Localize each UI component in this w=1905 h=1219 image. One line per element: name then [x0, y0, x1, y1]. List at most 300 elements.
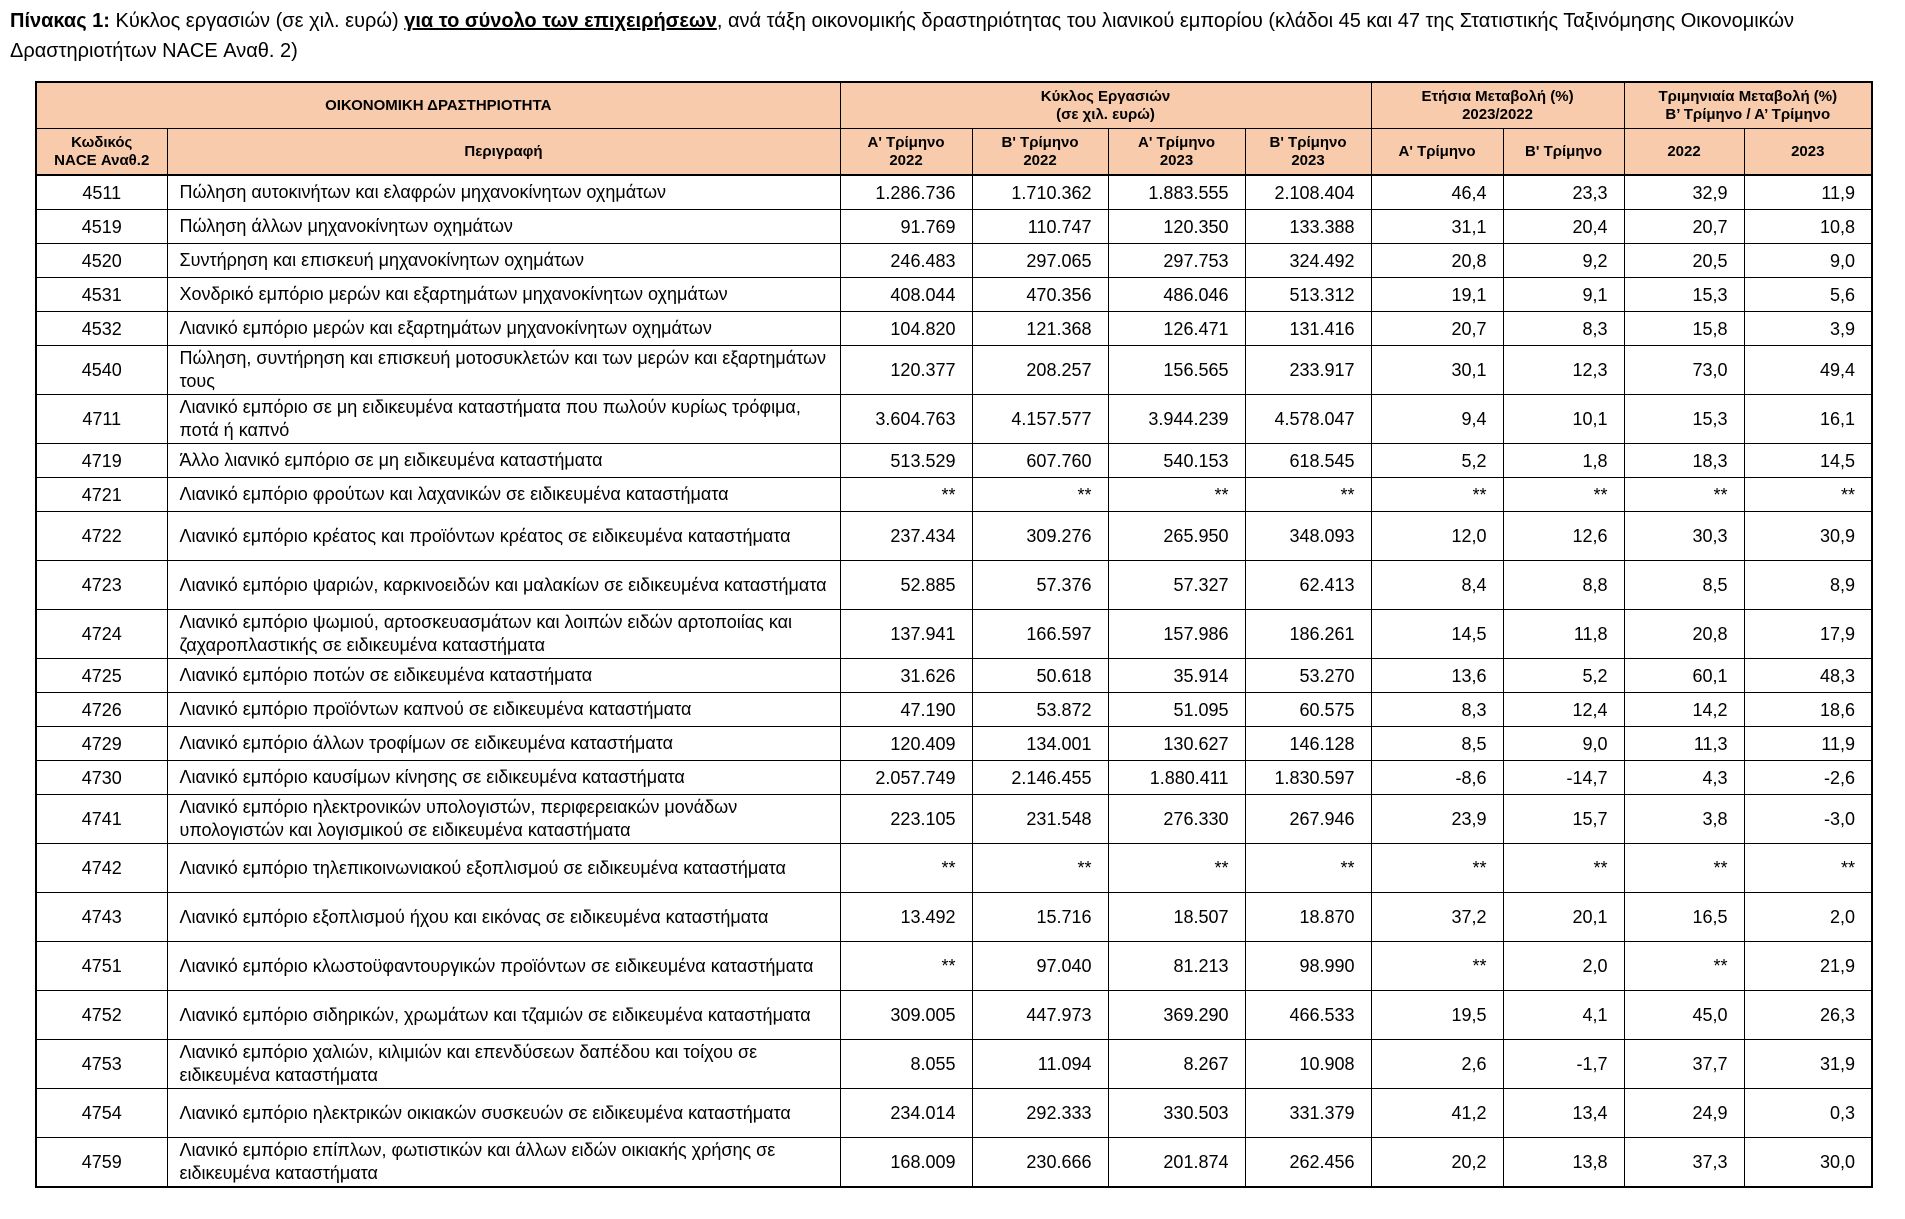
quarterly-change-2022-cell: ** — [1624, 942, 1744, 991]
header-col-quarterly-2022: 2022 — [1624, 129, 1744, 176]
quarterly-change-2023-cell: 30,0 — [1744, 1138, 1872, 1188]
activity-description-cell: Λιανικό εμπόριο καυσίμων κίνησης σε ειδικευμένα καταστήματα — [167, 761, 840, 795]
activity-description-cell: Λιανικό εμπόριο άλλων τροφίμων σε ειδικευμένα καταστήματα — [167, 727, 840, 761]
turnover-q2-2022-cell: 166.597 — [972, 610, 1108, 659]
annual-change-q1-cell: 31,1 — [1371, 210, 1503, 244]
table-row — [36, 795, 1872, 844]
nace-code-cell: 4759 — [36, 1138, 167, 1188]
annual-change-q1-cell: ** — [1371, 942, 1503, 991]
quarterly-change-2022-cell: ** — [1624, 844, 1744, 893]
activity-description-cell: Πώληση, συντήρηση και επισκευή μοτοσυκλετών και των μερών και εξαρτημάτων τους — [167, 346, 840, 395]
header-col-annual-q2: Β' Τρίμηνο — [1503, 129, 1624, 176]
header-col-q1-2022-line1: Α' Τρίμηνο — [867, 133, 945, 151]
turnover-q2-2023-cell: 262.456 — [1245, 1138, 1371, 1188]
turnover-q1-2023-cell: 276.330 — [1108, 795, 1245, 844]
turnover-q1-2022-cell: 91.769 — [840, 210, 972, 244]
header-col-q2-2022 — [972, 129, 1108, 176]
turnover-q1-2023-cell: 35.914 — [1108, 659, 1245, 693]
turnover-q2-2023-cell: 98.990 — [1245, 942, 1371, 991]
annual-change-q1-cell: 19,1 — [1371, 278, 1503, 312]
turnover-q2-2022-cell: 2.146.455 — [972, 761, 1108, 795]
header-group-quarterly-change — [1624, 82, 1872, 129]
activity-description-cell: Λιανικό εμπόριο προϊόντων καπνού σε ειδικευμένα καταστήματα — [167, 693, 840, 727]
activity-description-cell: Συντήρηση και επισκευή μηχανοκίνητων οχημάτων — [167, 244, 840, 278]
annual-change-q2-cell: 9,0 — [1503, 727, 1624, 761]
header-col-q2-2023-line2: 2023 — [1291, 151, 1325, 169]
annual-change-q2-cell: 11,8 — [1503, 610, 1624, 659]
turnover-q1-2022-cell: 246.483 — [840, 244, 972, 278]
header-col-q1-2023-line1: Α' Τρίμηνο — [1137, 133, 1216, 151]
turnover-q2-2022-cell: 1.710.362 — [972, 175, 1108, 210]
table-body — [36, 175, 1872, 1187]
turnover-q2-2022-cell: 607.760 — [972, 444, 1108, 478]
quarterly-change-2023-cell: -3,0 — [1744, 795, 1872, 844]
header-group-annual-change — [1371, 82, 1624, 129]
quarterly-change-2023-cell: 10,8 — [1744, 210, 1872, 244]
annual-change-q1-cell: 2,6 — [1371, 1040, 1503, 1089]
turnover-q2-2023-cell: 133.388 — [1245, 210, 1371, 244]
turnover-q1-2023-cell: 81.213 — [1108, 942, 1245, 991]
header-col-code-line2: NACE Αναθ.2 — [54, 151, 150, 169]
quarterly-change-2022-cell: 20,5 — [1624, 244, 1744, 278]
turnover-q1-2023-cell: 1.883.555 — [1108, 175, 1245, 210]
annual-change-q2-cell: -1,7 — [1503, 1040, 1624, 1089]
nace-code-cell: 4724 — [36, 610, 167, 659]
header-group-quarterly-line2: Β’ Τρίμηνο / Α’ Τρίμηνο — [1665, 105, 1831, 123]
quarterly-change-2022-cell: 30,3 — [1624, 512, 1744, 561]
nace-code-cell: 4723 — [36, 561, 167, 610]
turnover-q1-2023-cell: 8.267 — [1108, 1040, 1245, 1089]
nace-code-cell: 4751 — [36, 942, 167, 991]
turnover-q2-2023-cell: 324.492 — [1245, 244, 1371, 278]
activity-description-cell: Λιανικό εμπόριο ψωμιού, αρτοσκευασμάτων και λοιπών ειδών αρτοποιίας και ζαχαροπλαστικής σε ειδικευμένα καταστήματα — [167, 610, 840, 659]
quarterly-change-2023-cell: 16,1 — [1744, 395, 1872, 444]
quarterly-change-2023-cell: 11,9 — [1744, 175, 1872, 210]
activity-description-cell: Λιανικό εμπόριο τηλεπικοινωνιακού εξοπλισμού σε ειδικευμένα καταστήματα — [167, 844, 840, 893]
turnover-q2-2022-cell: 297.065 — [972, 244, 1108, 278]
nace-code-cell: 4511 — [36, 175, 167, 210]
table-row — [36, 395, 1872, 444]
turnover-q2-2022-cell: 134.001 — [972, 727, 1108, 761]
turnover-q1-2023-cell: 157.986 — [1108, 610, 1245, 659]
activity-description-cell: Λιανικό εμπόριο κρέατος και προϊόντων κρέατος σε ειδικευμένα καταστήματα — [167, 512, 840, 561]
turnover-q1-2022-cell: ** — [840, 478, 972, 512]
turnover-q1-2022-cell: 31.626 — [840, 659, 972, 693]
activity-description-cell: Λιανικό εμπόριο σιδηρικών, χρωμάτων και τζαμιών σε ειδικευμένα καταστήματα — [167, 991, 840, 1040]
header-col-annual-q1: Α' Τρίμηνο — [1371, 129, 1503, 176]
turnover-q2-2022-cell: 11.094 — [972, 1040, 1108, 1089]
header-group-annual-line1: Ετήσια Μεταβολή (%) — [1421, 87, 1574, 105]
header-col-q2-2023-line1: Β' Τρίμηνο — [1269, 133, 1347, 151]
turnover-q2-2022-cell: 121.368 — [972, 312, 1108, 346]
nace-code-cell: 4540 — [36, 346, 167, 395]
turnover-q2-2022-cell: 309.276 — [972, 512, 1108, 561]
turnover-q1-2022-cell: 3.604.763 — [840, 395, 972, 444]
caption-emphasis: για το σύνολο των επιχειρήσεων — [404, 10, 717, 32]
header-col-q1-2023 — [1108, 129, 1245, 176]
turnover-q1-2023-cell: ** — [1108, 844, 1245, 893]
quarterly-change-2022-cell: 60,1 — [1624, 659, 1744, 693]
nace-code-cell: 4719 — [36, 444, 167, 478]
turnover-q1-2022-cell: 513.529 — [840, 444, 972, 478]
quarterly-change-2023-cell: 48,3 — [1744, 659, 1872, 693]
activity-description-cell: Λιανικό εμπόριο κλωστοϋφαντουργικών προϊόντων σε ειδικευμένα καταστήματα — [167, 942, 840, 991]
quarterly-change-2023-cell: 3,9 — [1744, 312, 1872, 346]
table-row — [36, 893, 1872, 942]
turnover-q1-2022-cell: 168.009 — [840, 1138, 972, 1188]
table-row — [36, 244, 1872, 278]
table-row — [36, 312, 1872, 346]
table-row — [36, 1138, 1872, 1188]
turnover-q2-2023-cell: 348.093 — [1245, 512, 1371, 561]
turnover-q2-2023-cell: 18.870 — [1245, 893, 1371, 942]
turnover-q2-2022-cell: 231.548 — [972, 795, 1108, 844]
activity-description-cell: Λιανικό εμπόριο ποτών σε ειδικευμένα καταστήματα — [167, 659, 840, 693]
header-col-q2-2023 — [1245, 129, 1371, 176]
annual-change-q1-cell: 8,3 — [1371, 693, 1503, 727]
turnover-q1-2022-cell: 104.820 — [840, 312, 972, 346]
annual-change-q2-cell: 20,1 — [1503, 893, 1624, 942]
quarterly-change-2022-cell: 16,5 — [1624, 893, 1744, 942]
nace-code-cell: 4730 — [36, 761, 167, 795]
nace-code-cell: 4519 — [36, 210, 167, 244]
table-row — [36, 659, 1872, 693]
turnover-q2-2023-cell: 146.128 — [1245, 727, 1371, 761]
quarterly-change-2023-cell: 21,9 — [1744, 942, 1872, 991]
activity-description-cell: Λιανικό εμπόριο ηλεκτρονικών υπολογιστών, περιφερειακών μονάδων υπολογιστών και λογισμικού σε ειδικευμένα καταστήματα — [167, 795, 840, 844]
annual-change-q2-cell: ** — [1503, 478, 1624, 512]
table-row — [36, 278, 1872, 312]
nace-code-cell: 4729 — [36, 727, 167, 761]
turnover-q1-2022-cell: 120.377 — [840, 346, 972, 395]
table-caption — [10, 6, 1900, 66]
turnover-q2-2022-cell: 208.257 — [972, 346, 1108, 395]
turnover-q1-2023-cell: 156.565 — [1108, 346, 1245, 395]
table-row — [36, 175, 1872, 210]
table-row — [36, 561, 1872, 610]
activity-description-cell: Λιανικό εμπόριο ψαριών, καρκινοειδών και μαλακίων σε ειδικευμένα καταστήματα — [167, 561, 840, 610]
activity-description-cell: Πώληση άλλων μηχανοκίνητων οχημάτων — [167, 210, 840, 244]
table-row — [36, 1040, 1872, 1089]
quarterly-change-2022-cell: ** — [1624, 478, 1744, 512]
caption-lead: Πίνακας 1: — [10, 10, 110, 32]
turnover-q2-2023-cell: 1.830.597 — [1245, 761, 1371, 795]
turnover-q1-2022-cell: 8.055 — [840, 1040, 972, 1089]
nace-code-cell: 4532 — [36, 312, 167, 346]
table-row — [36, 1089, 1872, 1138]
table-row — [36, 844, 1872, 893]
nace-code-cell: 4743 — [36, 893, 167, 942]
annual-change-q1-cell: 14,5 — [1371, 610, 1503, 659]
turnover-q2-2023-cell: 2.108.404 — [1245, 175, 1371, 210]
quarterly-change-2023-cell: 5,6 — [1744, 278, 1872, 312]
annual-change-q2-cell: 8,3 — [1503, 312, 1624, 346]
nace-code-cell: 4753 — [36, 1040, 167, 1089]
header-group-turnover-line2: (σε χιλ. ευρώ) — [1056, 105, 1155, 123]
annual-change-q1-cell: 19,5 — [1371, 991, 1503, 1040]
annual-change-q1-cell: 20,2 — [1371, 1138, 1503, 1188]
quarterly-change-2022-cell: 37,3 — [1624, 1138, 1744, 1188]
annual-change-q1-cell: 20,7 — [1371, 312, 1503, 346]
turnover-q1-2023-cell: 18.507 — [1108, 893, 1245, 942]
quarterly-change-2023-cell: ** — [1744, 844, 1872, 893]
turnover-q2-2023-cell: 4.578.047 — [1245, 395, 1371, 444]
turnover-q2-2022-cell: 53.872 — [972, 693, 1108, 727]
annual-change-q1-cell: 23,9 — [1371, 795, 1503, 844]
turnover-q1-2022-cell: ** — [840, 844, 972, 893]
quarterly-change-2022-cell: 18,3 — [1624, 444, 1744, 478]
nace-code-cell: 4752 — [36, 991, 167, 1040]
annual-change-q2-cell: 15,7 — [1503, 795, 1624, 844]
nace-code-cell: 4722 — [36, 512, 167, 561]
turnover-q1-2022-cell: 52.885 — [840, 561, 972, 610]
activity-description-cell: Λιανικό εμπόριο σε μη ειδικευμένα καταστήματα που πωλούν κυρίως τρόφιμα, ποτά ή καπνό — [167, 395, 840, 444]
nace-code-cell: 4741 — [36, 795, 167, 844]
quarterly-change-2023-cell: ** — [1744, 478, 1872, 512]
nace-code-cell: 4520 — [36, 244, 167, 278]
header-col-q1-2022-line2: 2022 — [889, 151, 923, 169]
annual-change-q1-cell: 37,2 — [1371, 893, 1503, 942]
turnover-q1-2022-cell: 47.190 — [840, 693, 972, 727]
header-group-activity: ΟΙΚΟΝΟΜΙΚΗ ΔΡΑΣΤΗΡΙΟΤΗΤΑ — [36, 82, 840, 129]
quarterly-change-2022-cell: 15,3 — [1624, 395, 1744, 444]
annual-change-q2-cell: 8,8 — [1503, 561, 1624, 610]
turnover-q2-2023-cell: 618.545 — [1245, 444, 1371, 478]
quarterly-change-2022-cell: 15,8 — [1624, 312, 1744, 346]
header-row-groups — [36, 82, 1872, 129]
turnover-q1-2023-cell: 57.327 — [1108, 561, 1245, 610]
quarterly-change-2022-cell: 11,3 — [1624, 727, 1744, 761]
table-row — [36, 210, 1872, 244]
turnover-q2-2023-cell: 60.575 — [1245, 693, 1371, 727]
header-col-code-line1: Κωδικός — [71, 133, 133, 151]
quarterly-change-2023-cell: 9,0 — [1744, 244, 1872, 278]
annual-change-q2-cell: 10,1 — [1503, 395, 1624, 444]
header-col-q1-2022 — [840, 129, 972, 176]
turnover-q1-2023-cell: 126.471 — [1108, 312, 1245, 346]
turnover-q2-2023-cell: 513.312 — [1245, 278, 1371, 312]
annual-change-q2-cell: -14,7 — [1503, 761, 1624, 795]
quarterly-change-2022-cell: 20,8 — [1624, 610, 1744, 659]
turnover-q2-2022-cell: 447.973 — [972, 991, 1108, 1040]
quarterly-change-2022-cell: 32,9 — [1624, 175, 1744, 210]
quarterly-change-2022-cell: 8,5 — [1624, 561, 1744, 610]
header-col-q1-2023-line2: 2023 — [1159, 151, 1194, 169]
turnover-q1-2023-cell: 297.753 — [1108, 244, 1245, 278]
turnover-q1-2022-cell: 1.286.736 — [840, 175, 972, 210]
annual-change-q2-cell: 9,1 — [1503, 278, 1624, 312]
annual-change-q1-cell: 20,8 — [1371, 244, 1503, 278]
caption-text-2: , ανά τάξη οικονομικής δραστηριότητας του λιανικού εμπορίου (κλάδοι 45 και 47 της Στατιστικής Ταξινόμησης Οικονομικών Δραστηριοτήτων NACE Αναθ. 2) — [10, 10, 1795, 62]
annual-change-q2-cell: 23,3 — [1503, 175, 1624, 210]
turnover-q2-2022-cell: ** — [972, 478, 1108, 512]
annual-change-q2-cell: 12,4 — [1503, 693, 1624, 727]
turnover-q1-2023-cell: 540.153 — [1108, 444, 1245, 478]
quarterly-change-2022-cell: 4,3 — [1624, 761, 1744, 795]
turnover-q2-2023-cell: 267.946 — [1245, 795, 1371, 844]
annual-change-q1-cell: 12,0 — [1371, 512, 1503, 561]
turnover-q2-2022-cell: 50.618 — [972, 659, 1108, 693]
turnover-q1-2023-cell: 120.350 — [1108, 210, 1245, 244]
nace-code-cell: 4721 — [36, 478, 167, 512]
table-row — [36, 693, 1872, 727]
annual-change-q2-cell: 4,1 — [1503, 991, 1624, 1040]
turnover-q2-2023-cell: 10.908 — [1245, 1040, 1371, 1089]
table-row — [36, 942, 1872, 991]
turnover-q2-2023-cell: 233.917 — [1245, 346, 1371, 395]
turnover-q1-2022-cell: 408.044 — [840, 278, 972, 312]
activity-description-cell: Λιανικό εμπόριο ηλεκτρικών οικιακών συσκευών σε ειδικευμένα καταστήματα — [167, 1089, 840, 1138]
quarterly-change-2022-cell: 37,7 — [1624, 1040, 1744, 1089]
table-row — [36, 727, 1872, 761]
turnover-q1-2022-cell: ** — [840, 942, 972, 991]
turnover-q2-2023-cell: ** — [1245, 478, 1371, 512]
quarterly-change-2022-cell: 45,0 — [1624, 991, 1744, 1040]
turnover-q1-2022-cell: 120.409 — [840, 727, 972, 761]
nace-code-cell: 4726 — [36, 693, 167, 727]
turnover-q1-2023-cell: 1.880.411 — [1108, 761, 1245, 795]
caption-text-1: Κύκλος εργασιών (σε χιλ. ευρώ) — [109, 10, 405, 32]
quarterly-change-2022-cell: 24,9 — [1624, 1089, 1744, 1138]
turnover-q1-2023-cell: 201.874 — [1108, 1138, 1245, 1188]
turnover-q2-2022-cell: 57.376 — [972, 561, 1108, 610]
turnover-q2-2022-cell: 4.157.577 — [972, 395, 1108, 444]
nace-code-cell: 4742 — [36, 844, 167, 893]
nace-code-cell: 4754 — [36, 1089, 167, 1138]
annual-change-q2-cell: 5,2 — [1503, 659, 1624, 693]
turnover-q2-2022-cell: 470.356 — [972, 278, 1108, 312]
annual-change-q1-cell: 5,2 — [1371, 444, 1503, 478]
quarterly-change-2022-cell: 14,2 — [1624, 693, 1744, 727]
quarterly-change-2022-cell: 73,0 — [1624, 346, 1744, 395]
annual-change-q1-cell: 9,4 — [1371, 395, 1503, 444]
annual-change-q2-cell: 12,3 — [1503, 346, 1624, 395]
annual-change-q1-cell: 46,4 — [1371, 175, 1503, 210]
turnover-q1-2023-cell: 330.503 — [1108, 1089, 1245, 1138]
table-row — [36, 761, 1872, 795]
turnover-q2-2023-cell: 62.413 — [1245, 561, 1371, 610]
table-row — [36, 512, 1872, 561]
table-row — [36, 346, 1872, 395]
turnover-q2-2023-cell: 186.261 — [1245, 610, 1371, 659]
nace-code-cell: 4711 — [36, 395, 167, 444]
annual-change-q1-cell: 30,1 — [1371, 346, 1503, 395]
turnover-q2-2023-cell: 331.379 — [1245, 1089, 1371, 1138]
activity-description-cell: Λιανικό εμπόριο μερών και εξαρτημάτων μηχανοκίνητων οχημάτων — [167, 312, 840, 346]
turnover-q2-2023-cell: 466.533 — [1245, 991, 1371, 1040]
quarterly-change-2023-cell: -2,6 — [1744, 761, 1872, 795]
turnover-table — [35, 81, 1873, 1188]
annual-change-q2-cell: 9,2 — [1503, 244, 1624, 278]
quarterly-change-2023-cell: 49,4 — [1744, 346, 1872, 395]
quarterly-change-2023-cell: 31,9 — [1744, 1040, 1872, 1089]
turnover-q1-2023-cell: 486.046 — [1108, 278, 1245, 312]
turnover-q2-2023-cell: 53.270 — [1245, 659, 1371, 693]
header-col-q2-2022-line2: 2022 — [1023, 151, 1057, 169]
quarterly-change-2023-cell: 14,5 — [1744, 444, 1872, 478]
turnover-q2-2022-cell: 97.040 — [972, 942, 1108, 991]
annual-change-q1-cell: 41,2 — [1371, 1089, 1503, 1138]
turnover-q1-2023-cell: 51.095 — [1108, 693, 1245, 727]
nace-code-cell: 4531 — [36, 278, 167, 312]
turnover-q1-2023-cell: 130.627 — [1108, 727, 1245, 761]
turnover-q1-2023-cell: 369.290 — [1108, 991, 1245, 1040]
activity-description-cell: Λιανικό εμπόριο εξοπλισμού ήχου και εικόνας σε ειδικευμένα καταστήματα — [167, 893, 840, 942]
quarterly-change-2022-cell: 15,3 — [1624, 278, 1744, 312]
annual-change-q1-cell: -8,6 — [1371, 761, 1503, 795]
quarterly-change-2022-cell: 3,8 — [1624, 795, 1744, 844]
table-row — [36, 991, 1872, 1040]
annual-change-q2-cell: 12,6 — [1503, 512, 1624, 561]
turnover-q1-2022-cell: 137.941 — [840, 610, 972, 659]
annual-change-q2-cell: 2,0 — [1503, 942, 1624, 991]
annual-change-q1-cell: ** — [1371, 844, 1503, 893]
turnover-q1-2022-cell: 223.105 — [840, 795, 972, 844]
header-col-description: Περιγραφή — [167, 129, 840, 176]
header-col-quarterly-2023: 2023 — [1744, 129, 1872, 176]
turnover-q2-2022-cell: ** — [972, 844, 1108, 893]
annual-change-q1-cell: ** — [1371, 478, 1503, 512]
header-group-turnover — [840, 82, 1371, 129]
header-group-quarterly-line1: Τριμηνιαία Μεταβολή (%) — [1658, 87, 1838, 105]
table-row — [36, 478, 1872, 512]
turnover-q1-2022-cell: 234.014 — [840, 1089, 972, 1138]
annual-change-q1-cell: 13,6 — [1371, 659, 1503, 693]
turnover-q2-2022-cell: 15.716 — [972, 893, 1108, 942]
turnover-q2-2022-cell: 292.333 — [972, 1089, 1108, 1138]
annual-change-q1-cell: 8,4 — [1371, 561, 1503, 610]
table-row — [36, 610, 1872, 659]
turnover-q2-2022-cell: 110.747 — [972, 210, 1108, 244]
activity-description-cell: Λιανικό εμπόριο επίπλων, φωτιστικών και άλλων ειδών οικιακής χρήσης σε ειδικευμένα καταστήματα — [167, 1138, 840, 1188]
turnover-q1-2023-cell: 265.950 — [1108, 512, 1245, 561]
turnover-q2-2023-cell: 131.416 — [1245, 312, 1371, 346]
turnover-q1-2023-cell: 3.944.239 — [1108, 395, 1245, 444]
annual-change-q2-cell: 1,8 — [1503, 444, 1624, 478]
quarterly-change-2023-cell: 0,3 — [1744, 1089, 1872, 1138]
turnover-q2-2022-cell: 230.666 — [972, 1138, 1108, 1188]
quarterly-change-2023-cell: 8,9 — [1744, 561, 1872, 610]
quarterly-change-2022-cell: 20,7 — [1624, 210, 1744, 244]
header-group-turnover-line1: Κύκλος Εργασιών — [1040, 87, 1171, 105]
activity-description-cell: Πώληση αυτοκινήτων και ελαφρών μηχανοκίνητων οχημάτων — [167, 175, 840, 210]
header-group-annual-line2: 2023/2022 — [1462, 105, 1533, 123]
header-col-q2-2022-line1: Β' Τρίμηνο — [1001, 133, 1079, 151]
quarterly-change-2023-cell: 18,6 — [1744, 693, 1872, 727]
activity-description-cell: Χονδρικό εμπόριο μερών και εξαρτημάτων μηχανοκίνητων οχημάτων — [167, 278, 840, 312]
annual-change-q2-cell: 13,4 — [1503, 1089, 1624, 1138]
quarterly-change-2023-cell: 2,0 — [1744, 893, 1872, 942]
nace-code-cell: 4725 — [36, 659, 167, 693]
header-col-code — [36, 129, 167, 176]
quarterly-change-2023-cell: 30,9 — [1744, 512, 1872, 561]
quarterly-change-2023-cell: 11,9 — [1744, 727, 1872, 761]
activity-description-cell: Λιανικό εμπόριο φρούτων και λαχανικών σε ειδικευμένα καταστήματα — [167, 478, 840, 512]
header-row-columns — [36, 129, 1872, 176]
activity-description-cell: Λιανικό εμπόριο χαλιών, κιλιμιών και επενδύσεων δαπέδου και τοίχου σε ειδικευμένα καταστήματα — [167, 1040, 840, 1089]
turnover-q1-2022-cell: 2.057.749 — [840, 761, 972, 795]
activity-description-cell: Άλλο λιανικό εμπόριο σε μη ειδικευμένα καταστήματα — [167, 444, 840, 478]
annual-change-q2-cell: 20,4 — [1503, 210, 1624, 244]
turnover-q1-2022-cell: 237.434 — [840, 512, 972, 561]
annual-change-q2-cell: ** — [1503, 844, 1624, 893]
quarterly-change-2023-cell: 26,3 — [1744, 991, 1872, 1040]
turnover-q1-2022-cell: 309.005 — [840, 991, 972, 1040]
turnover-q1-2023-cell: ** — [1108, 478, 1245, 512]
quarterly-change-2023-cell: 17,9 — [1744, 610, 1872, 659]
table-row — [36, 444, 1872, 478]
turnover-q2-2023-cell: ** — [1245, 844, 1371, 893]
